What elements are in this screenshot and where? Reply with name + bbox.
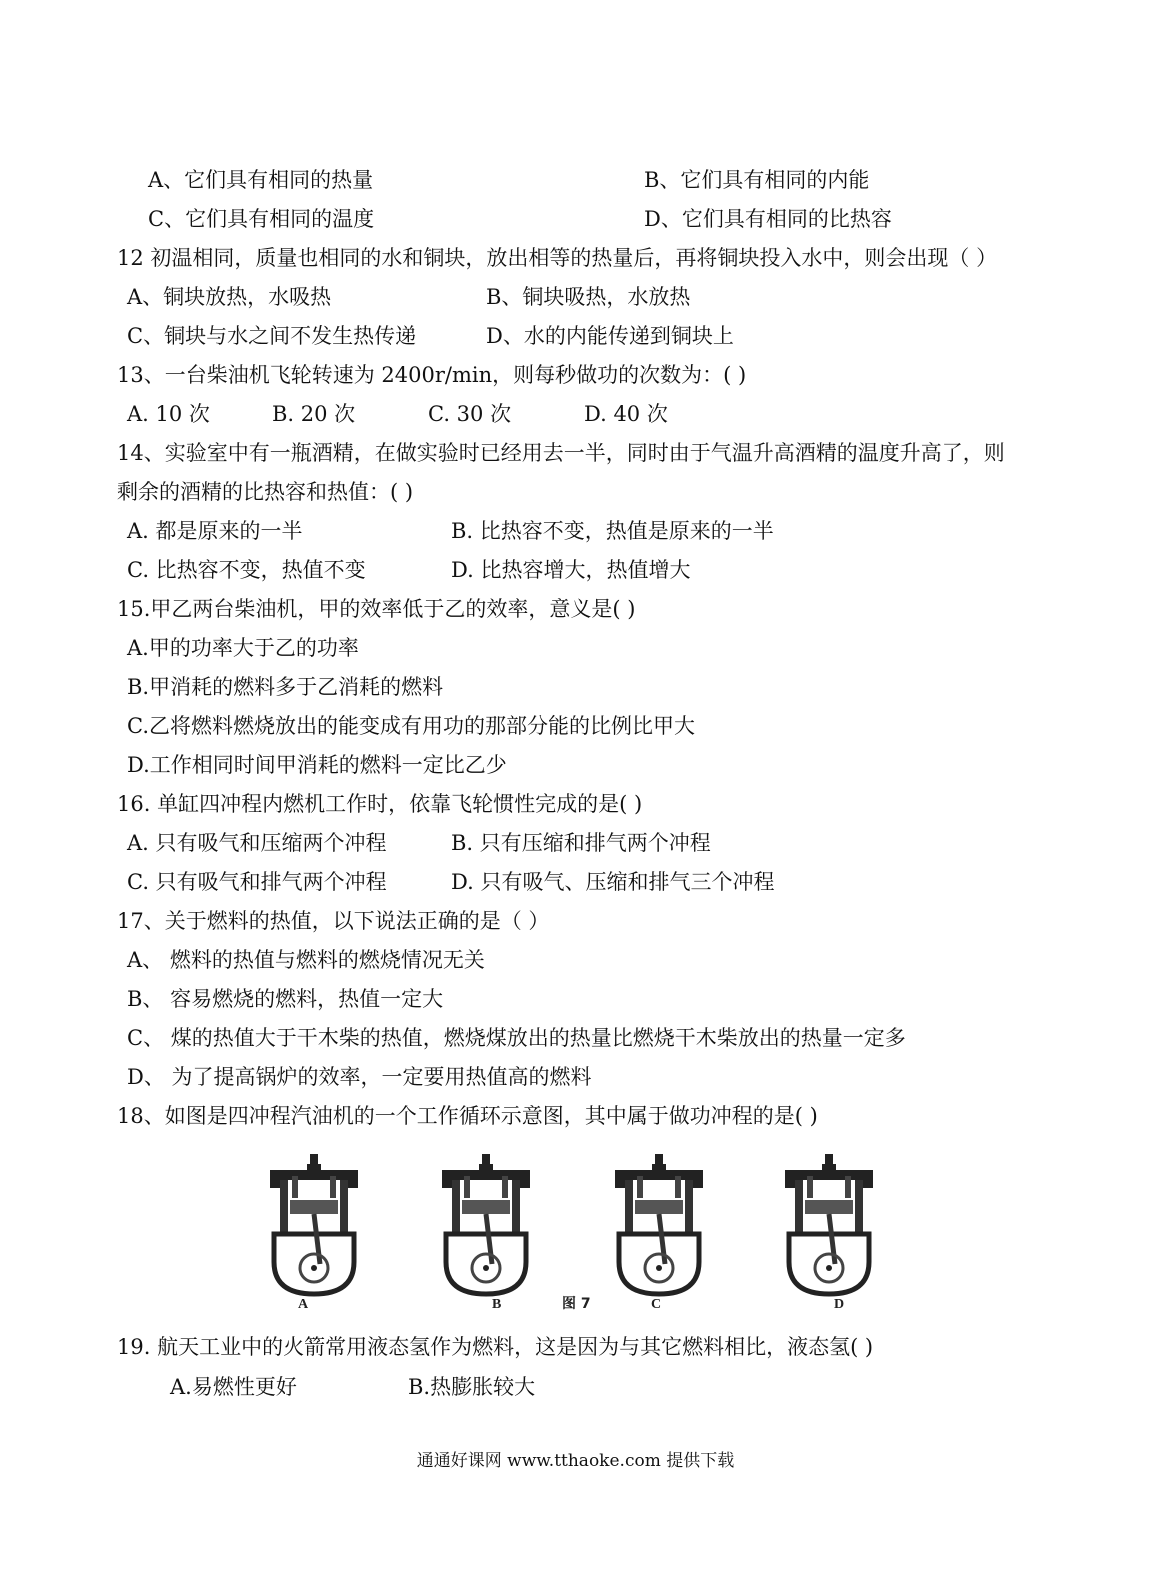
q14-option-c: C. 比热容不变，热值不变 <box>127 558 366 582</box>
q15-option-c: C.乙将燃料燃烧放出的能变成有用功的那部分能的比例比甲大 <box>127 714 695 738</box>
q16-option-a: A. 只有吸气和压缩两个冲程 <box>127 831 387 855</box>
footer-source: 通通好课网 www.tthaoke.com 提供下载 <box>416 1451 735 1471</box>
q13-option-b: B. 20 次 <box>272 402 356 426</box>
q14-option-d: D. 比热容增大，热值增大 <box>451 558 691 582</box>
q15-option-a: A.甲的功率大于乙的功率 <box>127 636 359 660</box>
q11-option-b: B、它们具有相同的内能 <box>644 168 870 192</box>
q13-option-c: C. 30 次 <box>428 402 512 426</box>
figure-caption: 图 7 <box>562 1296 591 1312</box>
q17-option-b: B、 容易燃烧的燃料，热值一定大 <box>127 987 444 1011</box>
q12-stem: 12 初温相同，质量也相同的水和铜块，放出相等的热量后，再将铜块投入水中，则会出现（ ） <box>117 246 998 270</box>
q14-stem-line2: 剩余的酒精的比热容和热值：( ) <box>117 480 414 504</box>
q16-option-c: C. 只有吸气和排气两个冲程 <box>127 870 387 894</box>
figure-label-b: B <box>492 1297 502 1312</box>
q12-option-d: D、水的内能传递到铜块上 <box>486 324 734 348</box>
q19-option-a: A.易燃性更好 <box>170 1375 297 1399</box>
q12-option-c: C、铜块与水之间不发生热传递 <box>127 324 417 348</box>
q16-option-b: B. 只有压缩和排气两个冲程 <box>451 831 711 855</box>
q14-option-a: A. 都是原来的一半 <box>127 519 303 543</box>
q15-option-b: B.甲消耗的燃料多于乙消耗的燃料 <box>127 675 444 699</box>
figure-label-a: A <box>298 1297 309 1312</box>
q18-stem: 18、如图是四冲程汽油机的一个工作循环示意图，其中属于做功冲程的是( ) <box>117 1104 818 1128</box>
engine-d <box>785 1154 873 1294</box>
figure-label-d: D <box>834 1297 845 1312</box>
q12-option-b: B、铜块吸热，水放热 <box>486 285 691 309</box>
q14-option-b: B. 比热容不变，热值是原来的一半 <box>451 519 774 543</box>
q17-stem: 17、关于燃料的热值，以下说法正确的是（ ） <box>117 909 550 933</box>
q13-option-d: D. 40 次 <box>584 402 668 426</box>
q19-stem: 19. 航天工业中的火箭常用液态氢作为燃料，这是因为与其它燃料相比，液态氢( ) <box>117 1335 874 1359</box>
q16-stem: 16. 单缸四冲程内燃机工作时，依靠飞轮惯性完成的是( ) <box>117 792 643 816</box>
q19-option-b: B.热膨胀较大 <box>408 1375 536 1399</box>
q12-option-a: A、铜块放热，水吸热 <box>127 285 332 309</box>
q13-option-a: A. 10 次 <box>127 402 210 426</box>
q17-option-c: C、 煤的热值大于干木柴的热值，燃烧煤放出的热量比燃烧干木柴放出的热量一定多 <box>127 1026 906 1050</box>
engine-a <box>270 1154 358 1294</box>
q17-option-d: D、 为了提高锅炉的效率，一定要用热值高的燃料 <box>127 1065 592 1089</box>
q11-option-a: A、它们具有相同的热量 <box>148 168 374 192</box>
engine-c <box>615 1154 703 1294</box>
q13-stem: 13、一台柴油机飞轮转速为 2400r/min，则每秒做功的次数为：( ) <box>117 363 747 387</box>
q11-option-c: C、它们具有相同的温度 <box>148 207 375 231</box>
q15-option-d: D.工作相同时间甲消耗的燃料一定比乙少 <box>127 753 507 777</box>
q14-stem-line1: 14、实验室中有一瓶酒精，在做实验时已经用去一半，同时由于气温升高酒精的温度升高了，则 <box>117 441 1005 465</box>
engine-b <box>442 1154 530 1294</box>
q11-option-d: D、它们具有相同的比热容 <box>644 207 892 231</box>
q15-stem: 15.甲乙两台柴油机，甲的效率低于乙的效率，意义是( ) <box>117 597 636 621</box>
figure-label-c: C <box>651 1297 662 1312</box>
q16-option-d: D. 只有吸气、压缩和排气三个冲程 <box>451 870 775 894</box>
q17-option-a: A、 燃料的热值与燃料的燃烧情况无关 <box>127 948 485 972</box>
engine-strokes-figure <box>262 1152 902 1312</box>
